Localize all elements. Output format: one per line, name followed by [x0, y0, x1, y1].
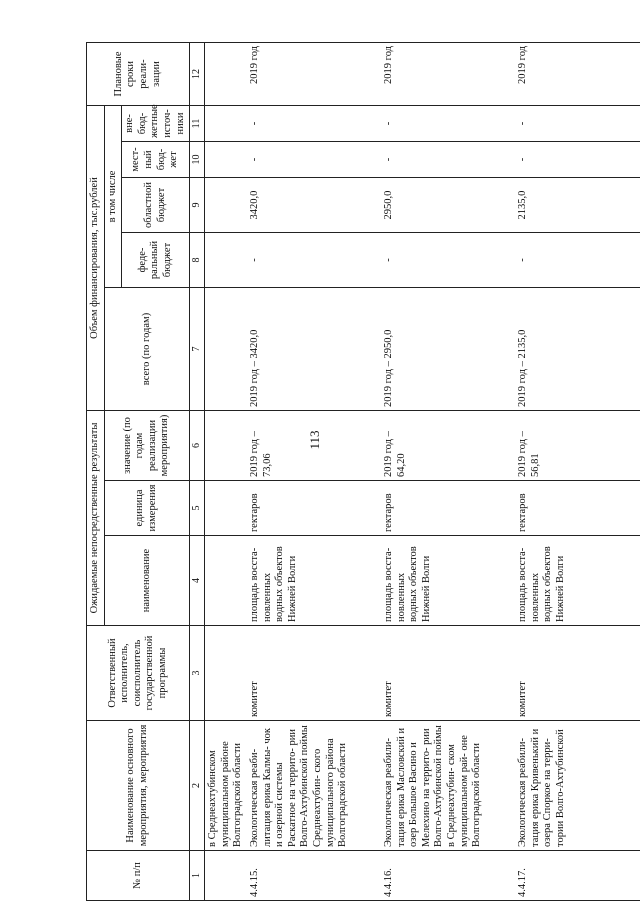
header-exp-name: наименование — [104, 536, 190, 626]
table-row — [515, 42, 640, 900]
header-terms: Плановые сроки реали- зации — [87, 42, 190, 105]
col-number: 5 — [190, 481, 205, 536]
continuation-text: в Среднеахтубинском муниципальном районе Волгоградской области — [205, 721, 247, 851]
header-exp-value: значение (по годам реализации мероприятия) — [104, 411, 190, 481]
col-number: 7 — [190, 288, 205, 411]
row-other: - — [515, 105, 640, 141]
table-row — [247, 42, 381, 900]
row-regional: 2950,0 — [381, 178, 515, 233]
row-regional: 2135,0 — [515, 178, 640, 233]
row-result-name: площадь восста- новленных водных объектов Нижней Волги — [247, 536, 381, 626]
row-term: 2019 год — [381, 42, 515, 105]
col-number: 9 — [190, 178, 205, 233]
column-number-row — [190, 42, 205, 900]
row-term: 2019 год — [515, 42, 640, 105]
row-executor: комитет — [381, 626, 515, 721]
row-result-name: площадь восста- новленных водных объектов Нижней Волги — [381, 536, 515, 626]
row-total: 2019 год – 2135,0 — [515, 288, 640, 411]
row-num: 4.4.15. — [247, 851, 381, 901]
row-unit: гектаров — [515, 481, 640, 536]
col-number: 6 — [190, 411, 205, 481]
row-regional: 3420,0 — [247, 178, 381, 233]
continuation-row — [205, 42, 247, 900]
row-other: - — [381, 105, 515, 141]
rotated-page — [0, 33, 610, 913]
row-total: 2019 год – 2950,0 — [381, 288, 515, 411]
row-local: - — [515, 142, 640, 178]
row-num: 4.4.17. — [515, 851, 640, 901]
row-executor: комитет — [247, 626, 381, 721]
header-local: мест- ный бюд- жет — [122, 142, 190, 178]
row-executor: комитет — [515, 626, 640, 721]
page-number: 113 — [307, 430, 322, 450]
row-local: - — [381, 142, 515, 178]
header-executor: Ответственный исполнитель, соисполнитель государственной программы — [87, 626, 190, 721]
table-row — [381, 42, 515, 900]
col-number: 4 — [190, 536, 205, 626]
col-number: 12 — [190, 42, 205, 105]
row-name: Экологическая реабили- тация ерика Кривенький и озера Споркое на терри- тории Волго-Ахтубинской — [515, 721, 640, 851]
row-value: 2019 год – 73,06 — [247, 411, 381, 481]
header-exp-unit: единица измерения — [104, 481, 190, 536]
col-number: 8 — [190, 233, 205, 288]
col-number: 10 — [190, 142, 205, 178]
header-regional: областной бюджет — [122, 178, 190, 233]
col-number: 1 — [190, 851, 205, 901]
header-incl: в том числе — [104, 105, 122, 287]
row-num: 4.4.16. — [381, 851, 515, 901]
row-federal: - — [247, 233, 381, 288]
header-funding: Объем финансирования, тыс.рублей — [87, 105, 105, 410]
header-name: Наименование основного мероприятия, мероприятия — [87, 721, 190, 851]
row-federal: - — [515, 233, 640, 288]
col-number: 3 — [190, 626, 205, 721]
row-total: 2019 год – 3420,0 — [247, 288, 381, 411]
row-federal: - — [381, 233, 515, 288]
header-other: вне- бюд- жетные источ- ники — [122, 105, 190, 141]
col-number: 11 — [190, 105, 205, 141]
row-value: 2019 год – 64,20 — [381, 411, 515, 481]
header-expected: Ожидаемые непосредственные результаты — [87, 411, 105, 626]
program-table — [86, 42, 640, 901]
row-other: - — [247, 105, 381, 141]
header-num: № п/п — [87, 851, 190, 901]
row-value: 2019 год – 56,81 — [515, 411, 640, 481]
row-term: 2019 год — [247, 42, 381, 105]
header-total: всего (по годам) — [104, 288, 190, 411]
header-federal: феде- ральный бюджет — [122, 233, 190, 288]
row-name: Экологическая реаби- литация ерика Калмы- чок и озерной системы Раскатное на террито- рии Волго-Ахтубинской поймы Среднеахтубин- ского муниципального района Волгоградской области — [247, 721, 381, 851]
row-local: - — [247, 142, 381, 178]
col-number: 2 — [190, 721, 205, 851]
row-result-name: площадь восста- новленных водных объектов Нижней Волги — [515, 536, 640, 626]
row-unit: гектаров — [381, 481, 515, 536]
row-name: Экологическая реабили- тация ерика Масловский и озер Большое Васино и Мелехино на террито- рии Волго-Ахтубинской поймы в Среднеахтубин- ском муниципальном рай- оне Волгоградской области — [381, 721, 515, 851]
row-unit: гектаров — [247, 481, 381, 536]
